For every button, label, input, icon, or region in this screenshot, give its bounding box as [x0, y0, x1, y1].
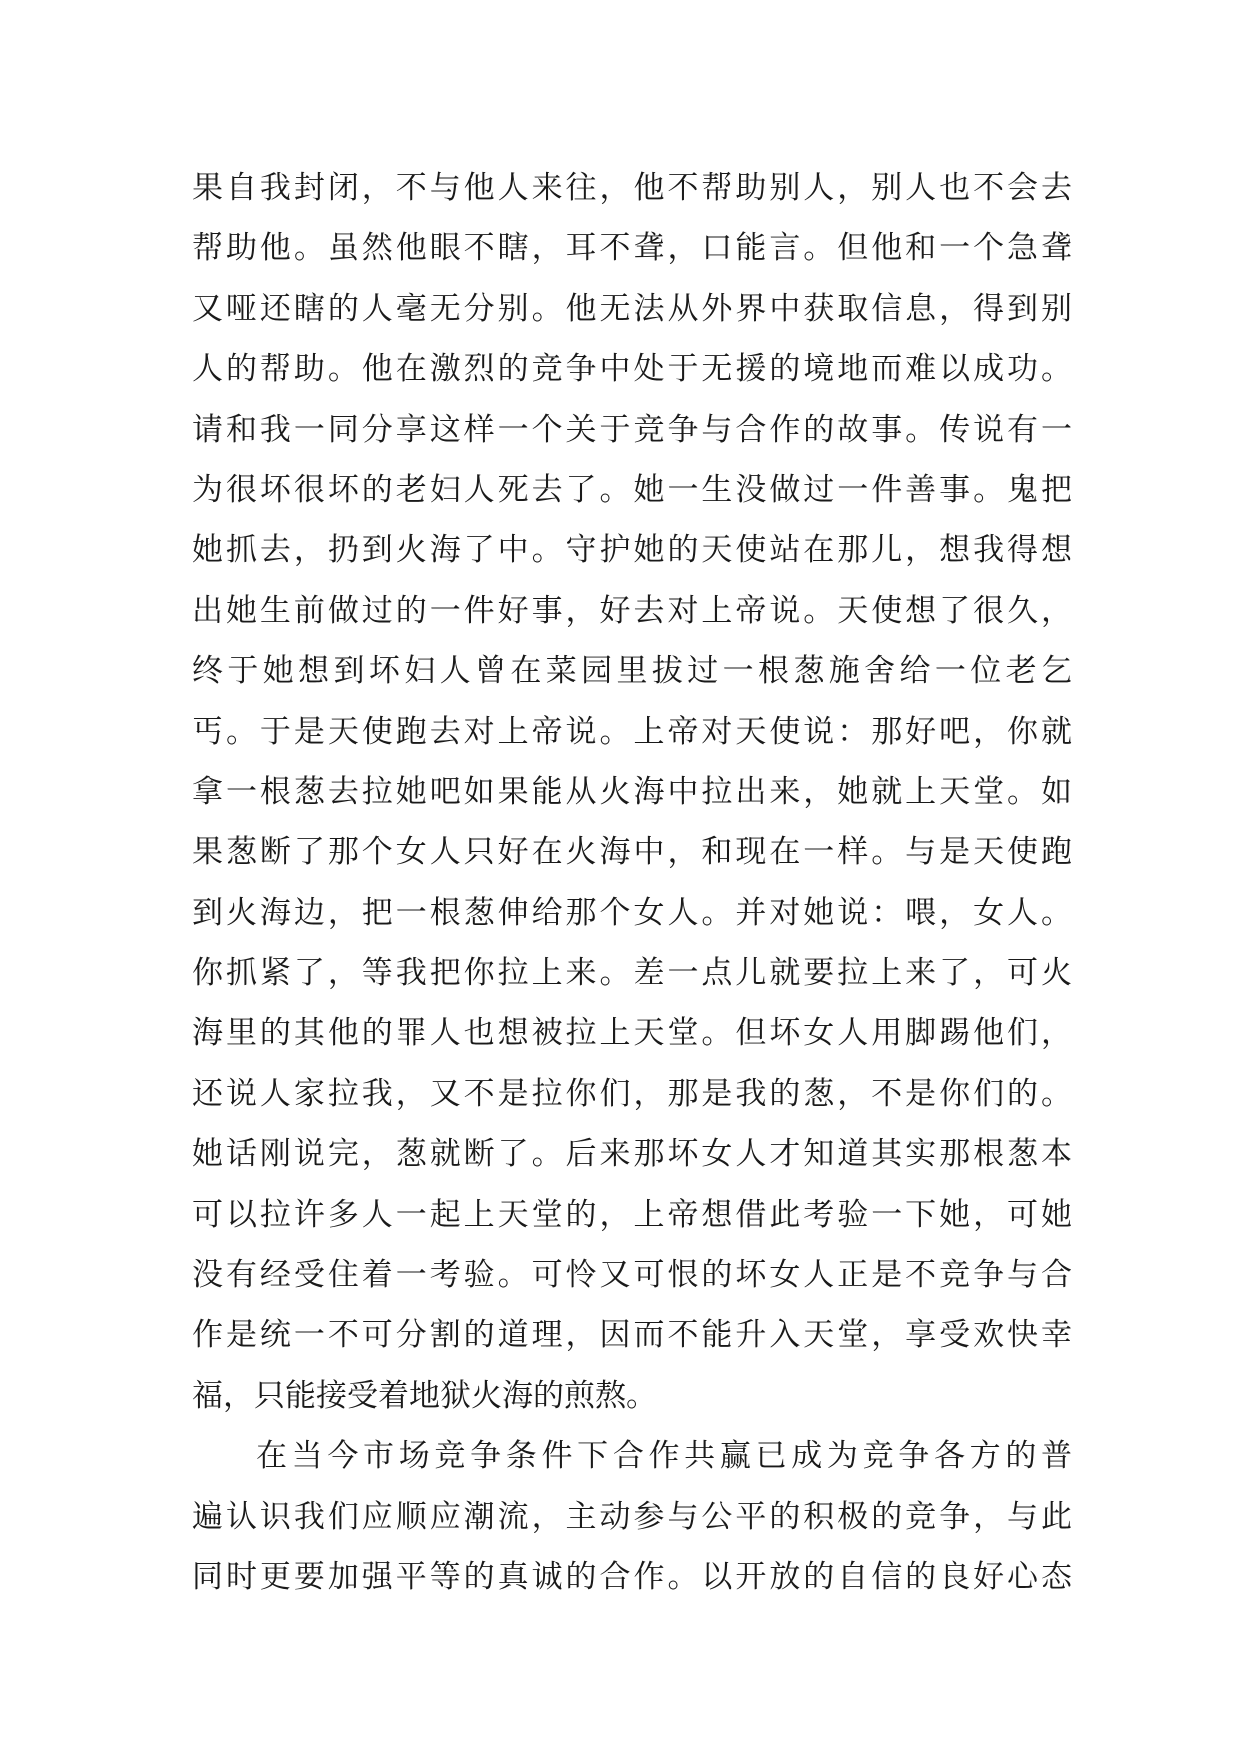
text-line: 可以拉许多人一起上天堂的，上帝想借此考验一下她，可她: [192, 1196, 1072, 1233]
text-line: 福，只能接受着地狱火海的煎熬。: [192, 1377, 657, 1414]
text-line: 果自我封闭，不与他人来往，他不帮助别人，别人也不会去: [192, 170, 1072, 206]
text-line: 她话刚说完，葱就断了。后来那坏女人才知道其实那根葱本: [192, 1136, 1072, 1173]
text-line: 在当今市场竞争条件下合作共赢已成为竞争各方的普: [256, 1438, 1072, 1475]
text-line: 终于她想到坏妇人曾在菜园里拔过一根葱施舍给一位老乞: [192, 653, 1072, 690]
text-line: 到火海边，把一根葱伸给那个女人。并对她说：喂，女人。: [192, 894, 1072, 931]
text-line: 帮助他。虽然他眼不瞎，耳不聋，口能言。但他和一个急聋: [192, 230, 1072, 267]
text-line: 海里的其他的罪人也想被拉上天堂。但坏女人用脚踢他们，: [192, 1015, 1072, 1052]
text-line: 出她生前做过的一件好事，好去对上帝说。天使想了很久，: [192, 592, 1072, 629]
text-line: 又哑还瞎的人毫无分别。他无法从外界中获取信息，得到别: [192, 290, 1072, 327]
text-line: 请和我一同分享这样一个关于竞争与合作的故事。传说有一: [192, 411, 1072, 448]
text-line: 果葱断了那个女人只好在火海中，和现在一样。与是天使跑: [192, 834, 1072, 871]
body-text: [192, 158, 1072, 1607]
text-line: 她抓去，扔到火海了中。守护她的天使站在那儿，想我得想: [192, 532, 1072, 569]
text-line: 人的帮助。他在激烈的竞争中处于无援的境地而难以成功。: [192, 351, 1072, 388]
text-line: 为很坏很坏的老妇人死去了。她一生没做过一件善事。鬼把: [192, 471, 1072, 508]
text-line: 遍认识我们应顺应潮流，主动参与公平的积极的竞争，与此: [192, 1498, 1072, 1535]
text-line: 丐。于是天使跑去对上帝说。上帝对天使说：那好吧，你就: [192, 713, 1072, 750]
text-line: 没有经受住着一考验。可怜又可恨的坏女人正是不竞争与合: [192, 1257, 1072, 1294]
text-line: 拿一根葱去拉她吧如果能从火海中拉出来，她就上天堂。如: [192, 773, 1072, 810]
text-line: 同时更要加强平等的真诚的合作。以开放的自信的良好心态: [192, 1558, 1072, 1595]
text-line: 还说人家拉我，又不是拉你们，那是我的葱，不是你们的。: [192, 1075, 1072, 1112]
text-line: 作是统一不可分割的道理，因而不能升入天堂，享受欢快幸: [192, 1317, 1072, 1354]
text-line: 你抓紧了，等我把你拉上来。差一点儿就要拉上来了，可火: [192, 955, 1072, 992]
